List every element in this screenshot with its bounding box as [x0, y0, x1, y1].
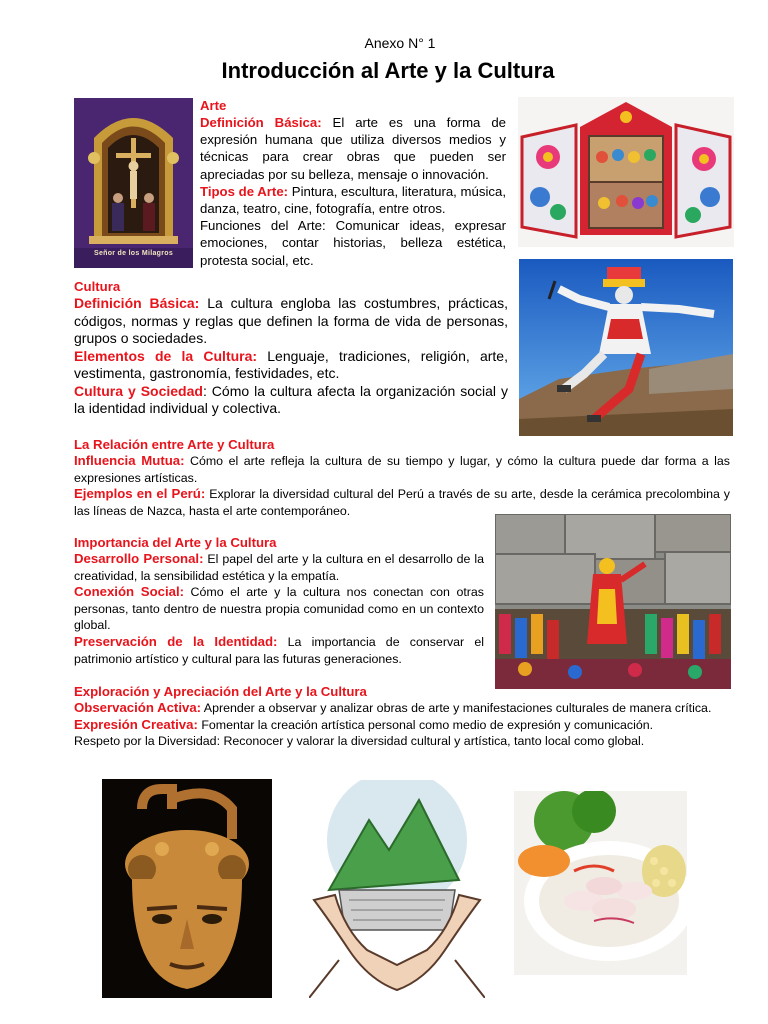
inti-raymi-photo: [495, 514, 731, 689]
machu-picchu-drawing: [309, 780, 485, 998]
relacion-heading: La Relación entre Arte y Cultura: [74, 437, 275, 452]
importancia-social-label: Conexión Social:: [74, 584, 185, 600]
arte-heading: Arte: [200, 98, 227, 113]
arte-section: [200, 97, 506, 269]
annex-label: Anexo N° 1: [364, 35, 436, 51]
importancia-section: [74, 534, 484, 667]
danzante-de-tijeras-photo: [519, 259, 733, 436]
arte-def-label: Definición Básica:: [200, 115, 322, 130]
exploracion-expression-text: Fomentar la creación artística personal como medio de expresión y comunicación.: [197, 717, 654, 732]
cultura-society-label: Cultura y Sociedad: [74, 382, 203, 399]
importancia-personal-label: Desarrollo Personal:: [74, 551, 204, 566]
page-title: Introducción al Arte y la Cultura: [221, 58, 555, 83]
importancia-social-text: Cómo el arte y la cultura nos conectan con otras personas, tanto dentro de nuestra propia comunidad como en un contexto global.: [74, 585, 484, 633]
relacion-examples-text: Explorar la diversidad cultural del Perú a través de su arte, desde la cerámica precolombina y las líneas de Nazca, hasta el arte contemporáneo.: [74, 487, 730, 518]
arte-functions-text: Funciones del Arte: Comunicar ideas, expresar emociones, contar historias, belleza estética, protesta social, etc.: [200, 218, 506, 268]
exploracion-section: [74, 683, 730, 750]
huaco-retrato-photo: [102, 779, 272, 998]
arte-types-text: Pintura, escultura, literatura, música, danza, teatro, cine, fotografía, entre otros.: [200, 183, 506, 217]
cultura-section: [74, 278, 508, 418]
exploracion-respect-text: Respeto por la Diversidad: Reconocer y valorar la diversidad cultural y artística, tanto local como global.: [74, 734, 645, 749]
arte-types-label: Tipos de Arte:: [200, 183, 289, 199]
relacion-influence-label: Influencia Mutua:: [74, 453, 185, 468]
relacion-examples-label: Ejemplos en el Perú:: [74, 486, 206, 502]
senor-de-los-milagros-poster: [74, 98, 193, 268]
cultura-def-label: Definición Básica:: [74, 295, 200, 311]
importancia-personal-text: El papel del arte y la cultura en el desarrollo de la creatividad, la sensibilidad estética y la empatía.: [74, 552, 484, 583]
relacion-section: [74, 436, 730, 519]
importancia-heading: Importancia del Arte y la Cultura: [74, 535, 277, 550]
cultura-heading: Cultura: [74, 279, 121, 294]
exploracion-observation-text: Aprender a observar y analizar obras de arte y manifestaciones culturales de manera crítica.: [201, 701, 712, 715]
poster-caption: Señor de los Milagros: [93, 250, 174, 257]
exploracion-expression-label: Expresión Creativa:: [74, 716, 198, 732]
ceviche-photo: [514, 791, 687, 975]
exploracion-heading: Exploración y Apreciación del Arte y la Cultura: [74, 684, 367, 699]
cultura-elements-text: Lenguaje, tradiciones, religión, arte, vestimenta, gastronomía, festividades, etc.: [74, 347, 508, 381]
cultura-def-text: La cultura engloba las costumbres, prácticas, códigos, normas y reglas que definen la forma de vida de personas, grupos o sociedades.: [74, 295, 508, 346]
relacion-influence-text: Cómo el arte refleja la cultura de su tiempo y lugar, y cómo la cultura puede dar forma a las expresiones artísticas.: [74, 454, 730, 485]
importancia-identity-label: Preservación de la Identidad:: [74, 633, 278, 649]
importancia-identity-text: La importancia de conservar el patrimonio artístico y cultural para las futuras generaciones.: [74, 634, 484, 666]
cultura-society-text: : Cómo la cultura afecta la organización social y la identidad individual y colectiva.: [74, 382, 508, 416]
retablo-photo: [518, 97, 734, 247]
exploracion-observation-label: Observación Activa:: [74, 700, 202, 715]
arte-def-text: El arte es una forma de expresión humana que utiliza diversos medios y técnicas para crear obras que pueden ser apreciadas por su belleza, mensaje o innovación.: [200, 115, 506, 182]
cultura-elements-label: Elementos de la Cultura:: [74, 347, 258, 364]
